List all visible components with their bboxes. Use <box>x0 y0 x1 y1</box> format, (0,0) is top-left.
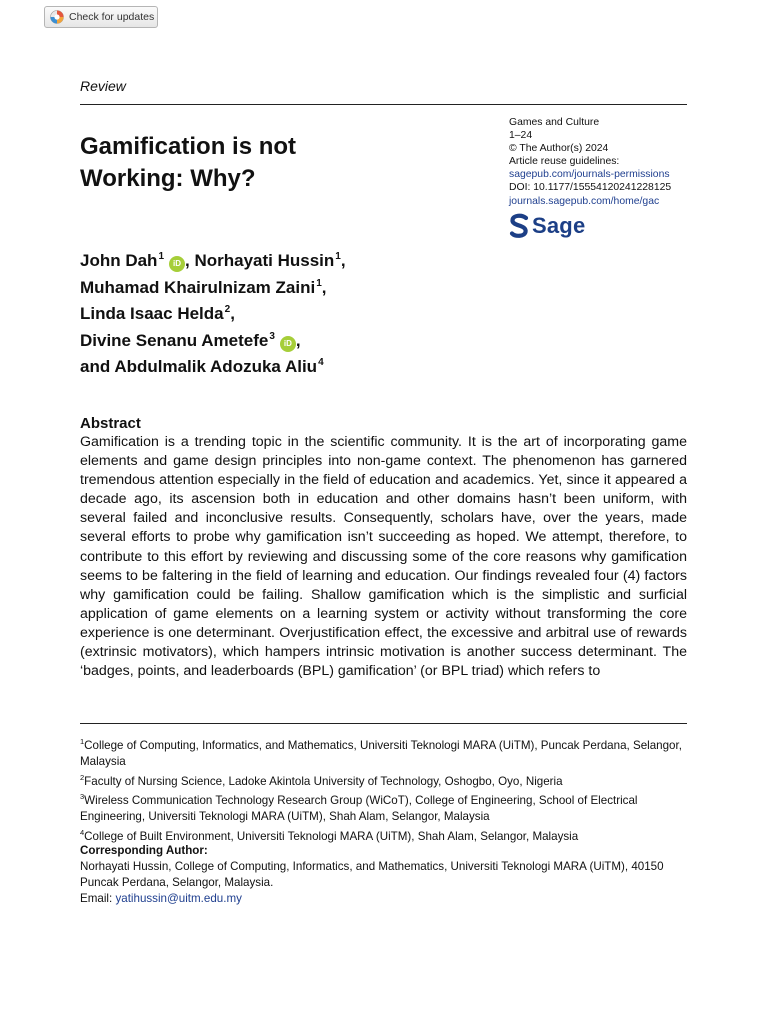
orcid-icon[interactable]: iD <box>280 336 296 352</box>
abstract-heading: Abstract <box>80 415 141 432</box>
author-line-4 <box>80 326 500 353</box>
affiliation-text: College of Computing, Informatics, and Mathematics, Universiti Teknologi MARA (UiTM), Puncak Perdana, Selangor, Malaysia <box>80 738 682 768</box>
affiliation-text: College of Built Environment, Universiti Teknologi MARA (UiTM), Shah Alam, Selangor, Malaysia <box>84 829 579 843</box>
check-for-updates-icon <box>50 10 64 24</box>
page-range: 1–24 <box>509 130 533 142</box>
journal-name: Games and Culture <box>509 117 600 128</box>
reuse-guidelines: Article reuse guidelines: <box>509 156 620 168</box>
author-affiliation-sup: 2 <box>224 304 231 316</box>
journal-home-link[interactable]: journals.sagepub.com/home/gac <box>509 195 660 207</box>
article-title-line-1: Gamification is not <box>80 133 297 160</box>
author-line-2 <box>80 273 500 300</box>
abstract-text: Gamification is a trending topic in the scientific community. It is the art of incorporating game elements and game design principles into non-game context. The phenomenon has garnered tremendous attention especially in the field of education and academics. Yet, since it appeared a decade ago, its ascension both in education and other domains hasn’t been uniform, with several failed and inconclusive results. Consequently, scholars have, over the years, made several efforts to probe why gamification isn’t succeeding as hoped. We attempt, therefore, to contribute to this effort by reviewing and discussing some of the core reasons why gamification seems to be faltering in the field of learning and education. Our findings revealed four (4) factors why gamification could be failing. Shallow gamification which is the simplistic and surficial application of game elements on a learning system or activity without transforming the core experience is one determinant. Overjustification effect, the excessive and arbitral use of rewards (extrinsic motivators), which hampers intrinsic motivation is another success determinant. The ‘badges, points, and leaderboards (BPL) gamification’ (or BPL triad) which refers to <box>80 434 687 680</box>
corresponding-author-heading: Corresponding Author: <box>80 844 208 857</box>
publisher-logo[interactable] <box>509 212 585 240</box>
author-line-5 <box>80 352 500 379</box>
orcid-icon[interactable]: iD <box>169 256 185 272</box>
author-name[interactable]: Muhamad Khairulnizam Zaini <box>80 277 316 297</box>
email-link[interactable]: yatihussin@uitm.edu.my <box>115 891 242 905</box>
check-for-updates-button[interactable] <box>44 6 158 28</box>
author-separator: , <box>230 304 235 324</box>
author-name[interactable]: Norhayati Hussin <box>194 251 335 270</box>
author-affiliation-sup: 1 <box>316 277 322 289</box>
affiliation-sup: 1 <box>80 737 85 746</box>
email-label: Email: <box>80 891 113 905</box>
author-name[interactable]: John Dah <box>80 251 158 270</box>
corresponding-author <box>80 843 687 907</box>
header-divider <box>80 104 687 105</box>
author-name[interactable]: and Abdulmalik Adozuka Aliu <box>80 357 318 377</box>
author-separator: , <box>321 277 327 297</box>
author-name[interactable]: Linda Isaac Helda <box>80 304 224 324</box>
affiliation-sup: 4 <box>80 828 85 838</box>
affiliation-item <box>80 770 692 790</box>
affiliations <box>80 734 692 845</box>
author-separator: , <box>185 251 195 270</box>
author-separator: , <box>295 330 301 350</box>
corresponding-author-address: Norhayati Hussin, College of Computing, Informatics, and Mathematics, Universiti Teknologi MARA (UiTM), 40150 Puncak Perdana, Selangor, Malaysia. <box>80 859 664 889</box>
author-line-1 <box>80 246 500 273</box>
author-line-3 <box>80 299 500 326</box>
affiliation-item <box>80 734 692 770</box>
affiliation-text: Wireless Communication Technology Research Group (WiCoT), College of Engineering, School of Electrical Engineering, Universiti Teknologi MARA (UiTM), Shah Alam, Selangor, Malaysia <box>80 794 638 824</box>
author-list <box>80 246 500 379</box>
article-title <box>80 131 380 195</box>
copyright: © The Author(s) 2024 <box>509 143 609 155</box>
affiliation-item <box>80 789 692 825</box>
corresponding-author-email-line <box>80 891 687 907</box>
affiliation-sup: 2 <box>80 772 85 782</box>
check-for-updates-label: Check for updates <box>69 11 155 23</box>
author-affiliation-sup: 3 <box>269 330 275 342</box>
author-affiliation-sup: 4 <box>318 357 324 369</box>
affiliation-item <box>80 825 692 845</box>
affiliation-text: Faculty of Nursing Science, Ladoke Akintola University of Technology, Oshogbo, Oyo, Nigeria <box>84 774 563 788</box>
sage-logo-icon <box>509 213 529 239</box>
publisher-logo-text: Sage <box>532 213 586 238</box>
author-affiliation-sup: 1 <box>158 251 165 262</box>
author-separator: , <box>340 251 346 270</box>
footnote-divider <box>80 723 687 724</box>
article-type: Review <box>80 78 126 94</box>
affiliation-sup: 3 <box>80 792 85 802</box>
article-title-line-2: Working: Why? <box>80 165 256 192</box>
permissions-link[interactable]: sagepub.com/journals-permissions <box>509 169 670 181</box>
doi: DOI: 10.1177/15554120241228125 <box>509 182 672 194</box>
author-name[interactable]: Divine Senanu Ametefe <box>80 330 269 350</box>
author-affiliation-sup: 1 <box>335 251 341 262</box>
journal-info <box>509 116 699 208</box>
